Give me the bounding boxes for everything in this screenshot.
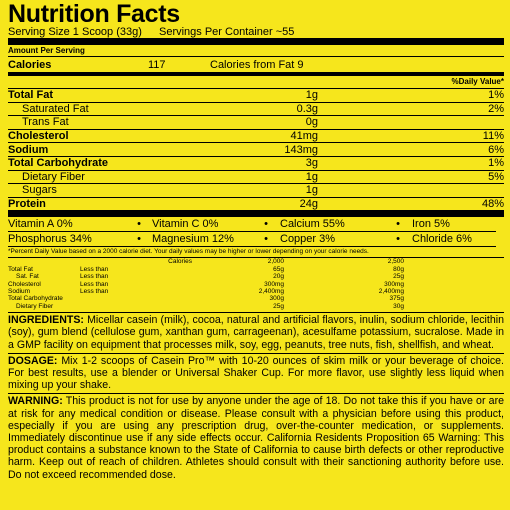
nutrient-row bbox=[8, 115, 504, 129]
bullet-separator: • bbox=[126, 232, 152, 247]
serving-info bbox=[8, 26, 504, 38]
dv-table-cell: 25g bbox=[273, 302, 284, 310]
calories-label: Calories bbox=[8, 58, 52, 71]
dv-table-cell: Less than bbox=[80, 265, 109, 273]
bullet-separator: • bbox=[384, 232, 412, 247]
nutrient-name: Dietary Fiber bbox=[22, 170, 85, 183]
nutrient-row bbox=[8, 183, 504, 197]
dv-table-cell: Less than bbox=[80, 287, 109, 295]
nutrient-daily-value: 11% bbox=[482, 130, 504, 143]
nutrient-row bbox=[8, 197, 504, 211]
dosage-label: DOSAGE: bbox=[8, 354, 58, 367]
dv-table-cell: 300mg bbox=[384, 280, 404, 288]
dv-table-cell: 375g bbox=[389, 295, 404, 303]
nutrient-name: Total Carbohydrate bbox=[8, 157, 109, 170]
nutrient-row bbox=[8, 102, 504, 116]
dv-table-cell: 300mg bbox=[264, 280, 284, 288]
vitamin-item: Calcium 55% bbox=[280, 217, 384, 232]
dv-table-cell: Less than bbox=[80, 280, 109, 288]
label-title: Nutrition Facts bbox=[8, 0, 180, 28]
footnote: *Percent Daily Value based on a 2000 calorie diet. Your daily values may be higher or lower depending on your calorie needs. bbox=[8, 248, 369, 256]
dv-table-cell bbox=[80, 303, 192, 310]
dv-table-cell: 2,400mg bbox=[258, 287, 284, 295]
calories-row bbox=[8, 57, 504, 72]
nutrient-amount: 1g bbox=[305, 89, 318, 102]
bullet-separator: • bbox=[384, 217, 412, 232]
nutrient-daily-value: 6% bbox=[488, 143, 504, 156]
warning-label: WARNING: bbox=[8, 395, 63, 408]
dosage-section bbox=[8, 354, 504, 394]
nutrient-amount: 0g bbox=[305, 116, 318, 129]
dv-table-cell: Total Fat bbox=[8, 265, 33, 273]
dv-table-cell bbox=[80, 295, 192, 302]
nutrient-daily-value: 48% bbox=[481, 198, 504, 211]
bullet-separator: • bbox=[252, 217, 280, 232]
dv-table-header-cell: 2,500 bbox=[387, 258, 404, 266]
dv-table-cell: 2,400mg bbox=[378, 287, 404, 295]
nutrient-daily-value: 1% bbox=[488, 157, 504, 170]
serving-size: Serving Size 1 Scoop (33g) bbox=[8, 26, 142, 38]
nutrient-row bbox=[8, 170, 504, 184]
dv-table-cell: Less than bbox=[80, 273, 109, 281]
amount-per-serving: Amount Per Serving bbox=[8, 46, 85, 55]
nutrient-amount: 0.3g bbox=[296, 102, 318, 115]
nutrient-name: Cholesterol bbox=[8, 130, 69, 143]
dv-table-header-cell bbox=[8, 258, 80, 265]
nutrient-row bbox=[8, 129, 504, 143]
daily-value-header: %Daily Value* bbox=[451, 77, 504, 86]
ingredients-text: Micellar casein (milk), cocoa, natural and artificial flavors, inulin, sodium chloride, lecithin (soy), gum blend (cellulose gum, xanthan gum, carrageenan), acesulfame potassium, sucralose. Made in a GMP facility on equipment that processes milk, soy, egg, peanuts, tree nuts, fish, shellfish, and wheat. bbox=[8, 314, 504, 351]
vitamin-item: Vitamin C 0% bbox=[152, 217, 252, 232]
nutrient-daily-value: 1% bbox=[488, 89, 504, 102]
nutrient-amount: 143mg bbox=[284, 143, 318, 156]
nutrient-amount: 41mg bbox=[290, 130, 318, 143]
dv-table-cell: 20g bbox=[273, 273, 284, 281]
nutrient-daily-value: 2% bbox=[488, 102, 504, 115]
vitamin-item: Chloride 6% bbox=[412, 232, 496, 247]
servings-per-container: Servings Per Container ~55 bbox=[158, 26, 295, 38]
vitamin-item: Magnesium 12% bbox=[152, 232, 252, 247]
dv-table-cell: Cholesterol bbox=[8, 280, 41, 288]
dv-table-cell: Dietary Fiber bbox=[16, 302, 54, 310]
bullet-separator: • bbox=[126, 217, 152, 232]
nutrient-amount: 24g bbox=[299, 198, 318, 211]
ingredients-label: INGREDIENTS: bbox=[8, 314, 84, 327]
warning-text: This product is not for use by anyone under the age of 18. Do not take this if you have or are at risk for any medical condition or disease. Please consult with a physician before using this product, especially if you are using any prescription drug, over-the-counter medication, or supplements. Immediately discontinue use if any side effects occur. California Residents Proposition 65 Warning: This product contains a substance known to the State of California to cause birth defects or other reproductive harm. Keep out of reach of children. Athletes should consult with their sanctioning authority before use. Do not exceed recommended dose. bbox=[8, 395, 504, 481]
dv-table-header-cell: 2,000 bbox=[267, 258, 284, 266]
nutrient-amount: 1g bbox=[305, 184, 318, 197]
dosage-text: Mix 1-2 scoops of Casein Pro™ with 10-20 ounces of skim milk or your beverage of choice. For best results, use a blender or Universal Shaker Cup. For more flavor, use slightly less liquid when mixing up your shake. bbox=[8, 354, 504, 392]
warning-section bbox=[8, 394, 504, 482]
nutrient-name: Saturated Fat bbox=[22, 102, 89, 115]
dv-table-cell: 65g bbox=[273, 265, 284, 273]
dv-table-cell: 80g bbox=[393, 265, 404, 273]
vitamin-item: Phosphorus 34% bbox=[8, 232, 126, 247]
nutrient-daily-value: 5% bbox=[488, 170, 504, 183]
nutrient-amount: 1g bbox=[305, 170, 318, 183]
dv-table-cell: 300g bbox=[269, 295, 284, 303]
dv-table-cell: Sodium bbox=[8, 287, 31, 295]
vitamin-item: Vitamin A 0% bbox=[8, 217, 126, 232]
nutrient-name: Protein bbox=[8, 198, 46, 211]
bullet-separator: • bbox=[252, 232, 280, 247]
nutrient-amount: 3g bbox=[305, 157, 318, 170]
dv-table-cell: Sat. Fat bbox=[16, 273, 39, 281]
dv-table-cell: Total Carbohydrate bbox=[8, 295, 63, 303]
dv-table-cell: 25g bbox=[393, 273, 404, 281]
dv-table-header-cell: Calories bbox=[168, 258, 192, 266]
nutrient-row bbox=[8, 156, 504, 170]
calories-from-fat: Calories from Fat 9 bbox=[210, 58, 304, 71]
nutrient-name: Sodium bbox=[8, 143, 49, 156]
nutrient-name: Total Fat bbox=[8, 89, 54, 102]
divider-heavy bbox=[8, 210, 504, 217]
nutrient-list bbox=[8, 88, 504, 210]
nutrient-name: Trans Fat bbox=[22, 116, 69, 129]
vitamin-grid bbox=[8, 217, 504, 247]
ingredients-section bbox=[8, 313, 504, 353]
dv-table-cell: 30g bbox=[393, 302, 404, 310]
nutrient-row bbox=[8, 88, 504, 102]
calories-value: 117 bbox=[148, 58, 166, 71]
nutrient-name: Sugars bbox=[22, 184, 57, 197]
divider-heavy bbox=[8, 38, 504, 45]
vitamin-item: Copper 3% bbox=[280, 232, 384, 247]
daily-value-table bbox=[8, 258, 504, 310]
vitamin-item: Iron 5% bbox=[412, 217, 496, 232]
nutrient-row bbox=[8, 142, 504, 156]
